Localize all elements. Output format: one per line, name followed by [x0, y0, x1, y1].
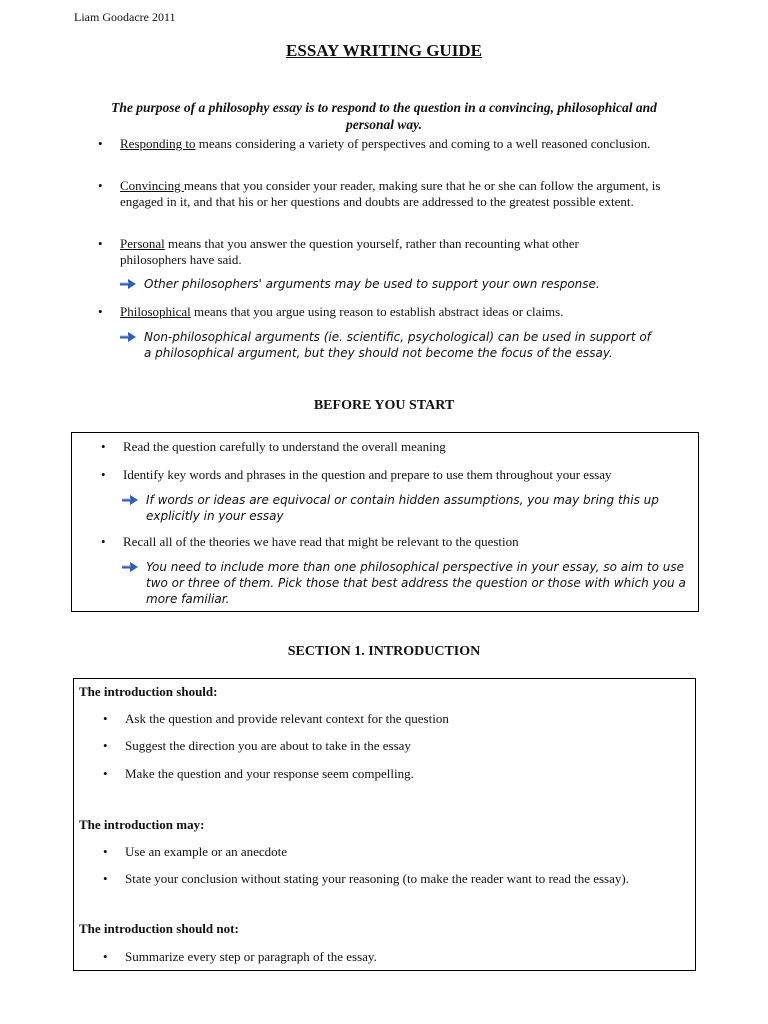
arrow-right-icon [120, 332, 136, 342]
bullet-glyph: • [103, 738, 108, 753]
checklist-item [101, 534, 683, 550]
definition-term: Responding to [120, 136, 196, 151]
bullet-glyph: • [103, 711, 108, 726]
intro-item-text: State your conclusion without stating your reasoning (to make the reader want to read the essay). [125, 871, 629, 886]
intro-should-item [103, 766, 685, 782]
purpose-statement: The purpose of a philosophy essay is to respond to the question in a convincing, philosophical and personal way. [111, 100, 657, 132]
bullet-glyph: • [103, 844, 108, 859]
introduction-box [73, 678, 696, 971]
definition-term: Convincing [120, 178, 184, 193]
intro-should-item [103, 738, 685, 754]
intro-should-not-item [103, 949, 685, 965]
checklist-note [146, 492, 691, 524]
checklist-item [101, 467, 688, 483]
definition-note [144, 329, 654, 361]
bullet-glyph: • [101, 467, 106, 482]
intro-may-item [103, 871, 685, 887]
checklist-item [101, 439, 683, 455]
definition-term: Philosophical [120, 304, 191, 319]
definition-term: Personal [120, 236, 165, 251]
checklist-note [146, 559, 691, 607]
definition-item [98, 178, 680, 209]
section-heading-before-start: BEFORE YOU START [313, 398, 455, 413]
definition-note [144, 276, 664, 292]
checklist-text: Recall all of the theories we have read that might be relevant to the question [123, 534, 519, 549]
bullet-glyph: • [103, 766, 108, 781]
bullet-glyph: • [101, 439, 106, 454]
section-heading-introduction: SECTION 1. INTRODUCTION [287, 644, 481, 659]
definition-item [98, 136, 680, 152]
bullet-glyph: • [103, 949, 108, 964]
bullet-glyph: • [98, 236, 103, 251]
intro-item-text: Make the question and your response seem compelling. [125, 766, 414, 781]
intro-item-text: Summarize every step or paragraph of the essay. [125, 949, 377, 964]
note-text: Non-philosophical arguments (ie. scientific, psychological) can be used in support of a philosophical argument, but they should not become the focus of the essay. [144, 330, 651, 360]
arrow-right-icon [122, 562, 138, 572]
bullet-glyph: • [103, 871, 108, 886]
intro-should-not-label: The introduction should not: [79, 921, 239, 936]
definition-item [98, 304, 680, 320]
note-text: Other philosophers' arguments may be used to support your own response. [144, 277, 600, 291]
intro-item-text: Suggest the direction you are about to take in the essay [125, 738, 411, 753]
note-text: You need to include more than one philosophical perspective in your essay, so aim to use two or three of them. Pick those that best address the question or those with which you a more familiar. [146, 560, 686, 606]
author-credit: Liam Goodacre 2011 [74, 10, 176, 24]
bullet-glyph: • [101, 534, 106, 549]
page-title: ESSAY WRITING GUIDE [286, 41, 482, 60]
bullet-glyph: • [98, 304, 103, 319]
intro-item-text: Use an example or an anecdote [125, 844, 288, 859]
note-text: If words or ideas are equivocal or contain hidden assumptions, you may bring this up explicitly in your essay [146, 493, 659, 523]
definition-text: means that you answer the question yourself, rather than recounting what other philosophers have said. [120, 236, 579, 267]
intro-should-item [103, 711, 685, 727]
definition-text: means that you consider your reader, making sure that he or she can follow the argument, is engaged in it, and that his or her questions and doubts are addressed to the greatest possible extent. [120, 178, 661, 209]
intro-may-label: The introduction may: [79, 817, 205, 832]
bullet-glyph: • [98, 178, 103, 193]
before-start-box [71, 432, 699, 612]
definition-text: means considering a variety of perspectives and coming to a well reasoned conclusion. [195, 136, 651, 151]
bullet-glyph: • [98, 136, 103, 151]
arrow-right-icon [122, 495, 138, 505]
intro-item-text: Ask the question and provide relevant context for the question [125, 711, 449, 726]
intro-should-label: The introduction should: [79, 684, 218, 699]
definition-text: means that you argue using reason to establish abstract ideas or claims. [190, 304, 564, 319]
intro-may-item [103, 844, 685, 860]
checklist-text: Read the question carefully to understand the overall meaning [123, 439, 446, 454]
definition-item [98, 236, 640, 267]
checklist-text: Identify key words and phrases in the question and prepare to use them throughout your essay [123, 467, 612, 482]
arrow-right-icon [120, 279, 136, 289]
